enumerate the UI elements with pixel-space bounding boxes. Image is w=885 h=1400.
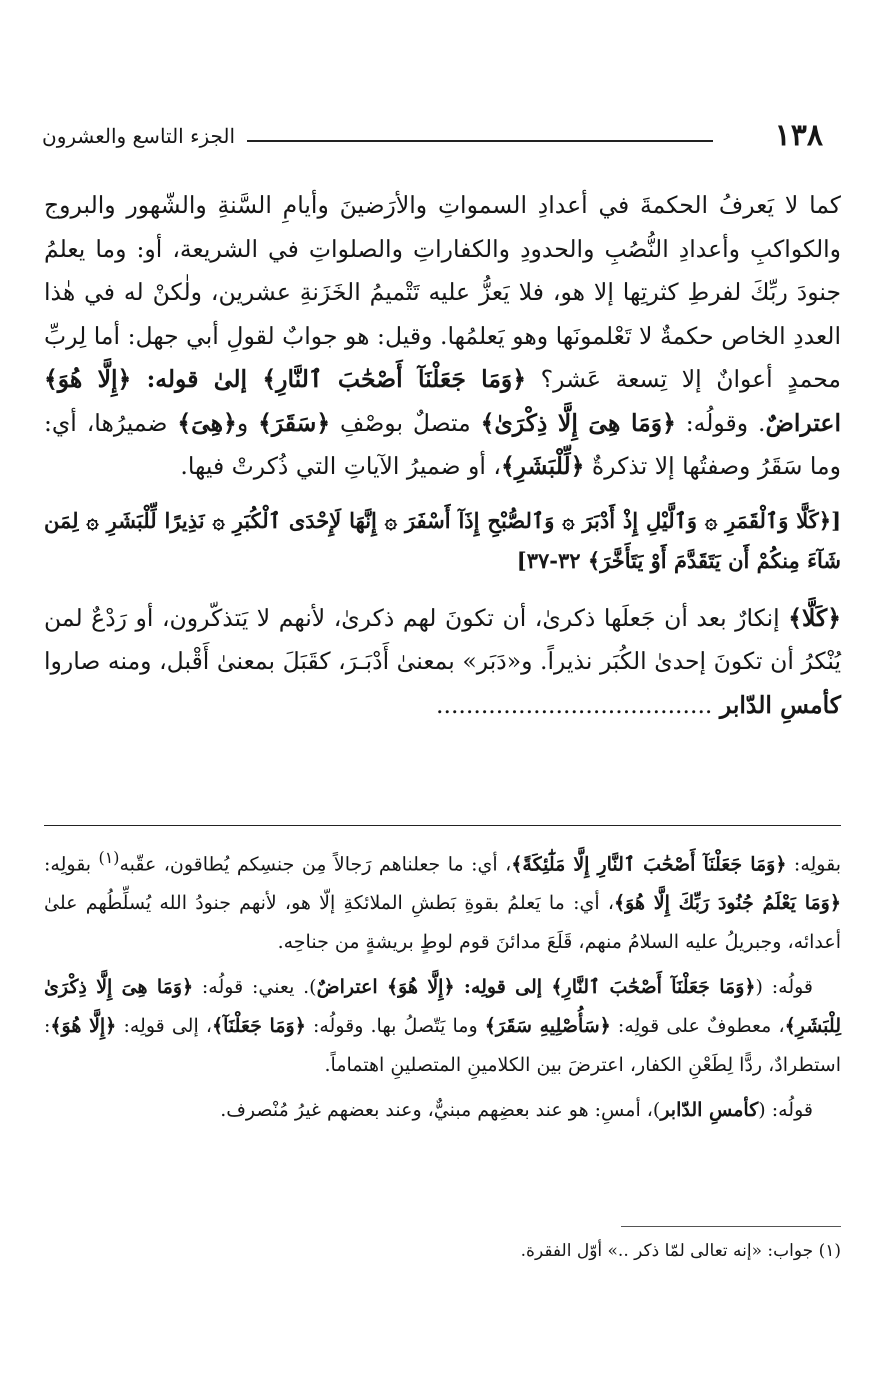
footnote-rule: [621, 1226, 841, 1227]
bold-run: كأمسِ الدّابر: [660, 1099, 759, 1122]
verse-text: ﴿كَلَّا وَٱلْقَمَرِ ۞ وَٱلَّيْلِ إِذْ أَدْبَرَ ۞ وَٱلصُّبْحِ إِذَآ أَسْفَرَ ۞ إِنَّهَا لَإِحْدَى ٱلْكُبَرِ ۞ نَذِيرًا لِّلْبَشَرِ ۞ لِمَن شَآءَ مِنكُمْ أَن يَتَقَدَّمَ أَوْ يَتَأَخَّرَ﴾: [44, 507, 841, 573]
quran-quote: ﴿إِلَّا هُوَ﴾: [50, 1015, 117, 1038]
header-title: الجزء التاسع والعشرون: [42, 124, 236, 148]
quran-quote: ﴿إِلَّا هُوَ﴾: [44, 365, 132, 393]
verse-range: ٣٢-٣٧]: [516, 547, 588, 573]
quran-quote: ﴿إِلَّا هُوَ﴾: [387, 976, 455, 999]
bold-run: إلىٰ قوله:: [131, 365, 263, 393]
quran-quote: ﴿هِىَ﴾: [177, 408, 237, 437]
verse-block: [44, 501, 841, 581]
paragraph-2: [44, 597, 841, 728]
text-run: ، أو ضميرُ الآياتِ التي ذُكرتْ فيها.: [180, 452, 501, 480]
footnote-number: (١): [818, 1241, 841, 1261]
text-run: ، معطوفٌ على قولِه:: [610, 1015, 785, 1038]
text-run: متصلٌ بوصْفِ: [330, 408, 481, 437]
quran-quote: ﴿سَأُصْلِيهِ سَقَرَ﴾: [484, 1015, 611, 1038]
header-rule: [247, 140, 713, 142]
quran-quote: ﴿وَمَا يَعْلَمُ جُنُودَ رَبِّكَ إِلَّا هُوَ﴾: [614, 892, 841, 915]
text-run: قولُه: (: [758, 1099, 813, 1122]
text-run: : استطرادٌ، ردًّا لِطَعْنِ الكفار، اعترضَ بين الكلامينِ المتصلينِ اهتماماً.: [44, 1015, 841, 1077]
note-1: [44, 838, 841, 962]
verse-bracket: [: [831, 507, 841, 533]
page-number: ١٣٨: [774, 118, 823, 153]
quran-quote: ﴿لِّلْبَشَرِ﴾: [500, 452, 585, 480]
quran-quote: ﴿وَمَا جَعَلْنَآ أَصْحَٰبَ ٱلنَّارِ إِلَّا مَلَٰٓئِكَةً﴾: [511, 853, 787, 876]
notes-separator: [44, 825, 841, 826]
text-run: كما لا يَعرفُ الحكمةَ في أعدادِ السمواتِ والأرَضينَ وأيامِ السَّنةِ والشّهور والبروج والكواكبِ وأعدادِ النُّصُبِ والحدودِ والكفاراتِ والصلواتِ في الشريعة، أو: وما يعلمُ جنودَ ربِّكَ لفرطِ كثرتِها إلا هو، فلا يَعزُّ عليه تَتْميمُ الخَزَنةِ عشرين، ولٰكنْ له في هٰذا العددِ الخاص حكمةٌ لا تَعْلمونَها وهو يَعلمُها. وقيل: هو جوابٌ لقولِ أبي جهل: أما لِربِّ محمدٍ أعوانٌ إلا تِسعة عَشر؟: [44, 191, 841, 393]
bold-run: إلى قولِه:: [454, 976, 552, 999]
footnote-reference: (١): [98, 848, 120, 867]
bold-run: اعتراضٌ: [316, 976, 388, 999]
text-run: و: [236, 408, 259, 437]
text-run: ضميرُها، أي: وما سَقَرُ وصفتُها إلا تذكرةٌ: [44, 408, 841, 480]
bold-run: اعتراضٌ: [765, 408, 841, 437]
quran-quote: ﴿سَقَرَ﴾: [258, 408, 331, 437]
text-run: بقولِه:: [786, 853, 842, 876]
dotted-leader: .....................................: [436, 690, 720, 719]
footnote: [44, 1236, 841, 1266]
text-run: إنكارٌ بعد أن جَعلَها ذكرىٰ، أن تكونَ لهم ذكرىٰ، لأنهم لا يَتذكّرون، أو رَدْعٌ لمن يُنْكرُ أن تكونَ إحدىٰ الكُبَر نذيراً. و«دَبَر» بمعنىٰ أَدْبَـرَ، كقَبَلَ بمعنىٰ أَقْبل، ومنه صاروا: [44, 603, 841, 675]
quran-quote: ﴿وَمَا هِىَ إِلَّا ذِكْرَىٰ لِلْبَشَرِ﴾: [44, 976, 841, 1038]
text-run: . وقولُه:: [675, 408, 766, 437]
quran-quote: ﴿وَمَا جَعَلْنَآ أَصْحَٰبَ ٱلنَّارِ﴾: [262, 365, 527, 393]
commentary-notes: [44, 838, 841, 1130]
text-run: ، أي: ما جعلناهم رَجالاً مِن جنسِكم يُطاقون، عقّبه: [119, 853, 512, 876]
quran-quote: ﴿كَلَّا﴾: [788, 603, 841, 632]
footnote-text: جواب: «إنه تعالى لمّا ذكر ..» أوّل الفقرة.: [520, 1241, 819, 1261]
text-run: ). يعني: قولُه:: [193, 976, 317, 999]
bold-run: كأمسِ الدّابر: [719, 690, 841, 719]
text-run: بقولِه:: [44, 853, 99, 876]
quran-quote: ﴿وَمَا جَعَلْنَآ أَصْحَٰبَ ٱلنَّارِ﴾: [551, 976, 756, 999]
text-run: )، أمسِ: هو عند بعضِهم مبنيٌّ، وعند بعضهم غيرُ مُنْصرف.: [220, 1099, 661, 1122]
text-run: قولُه: (: [755, 976, 814, 999]
quran-quote: ﴿وَمَا هِىَ إِلَّا ذِكْرَىٰ﴾: [480, 408, 676, 437]
quran-quote: ﴿وَمَا جَعَلْنَآ﴾: [212, 1015, 306, 1038]
note-3: [44, 1091, 841, 1130]
main-text: [44, 184, 841, 727]
text-run: ، أي: ما يَعلمُ بقوةِ بَطشِ الملائكةِ إلّا هو، لأنهم جنودُ الله يُسلِّطُهم علىٰ أعدائه، وجبريلُ عليه السلامُ منهم، قَلَعَ مدائنَ قوم لوطٍ بريشةٍ من جناحِه.: [44, 892, 841, 954]
text-run: ، إلى قولِه:: [116, 1015, 212, 1038]
paragraph-1: [44, 184, 841, 489]
text-run: وما يَتّصلُ بها. وقولُه:: [305, 1015, 485, 1038]
running-header: [42, 112, 823, 168]
note-2: [44, 968, 841, 1085]
